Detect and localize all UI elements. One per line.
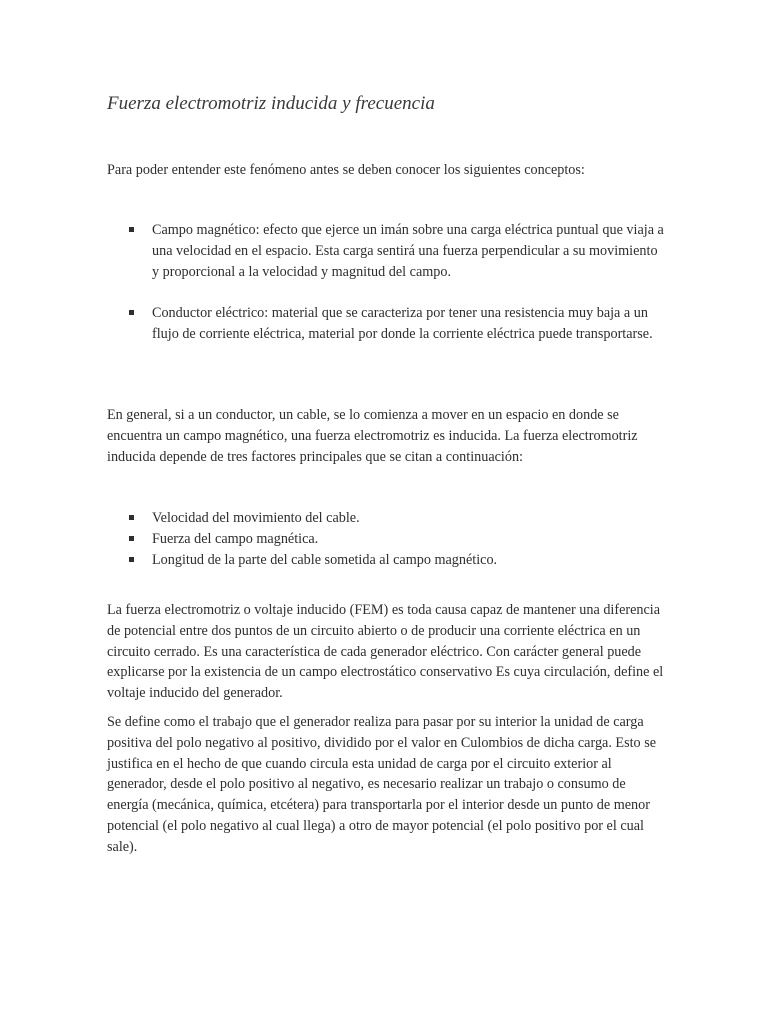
list-item: [107, 508, 667, 529]
square-bullet-icon: [129, 536, 134, 541]
fem-paragraph: La fuerza electromotriz o voltaje inducido (FEM) es toda causa capaz de mantener una diferencia de potencial entre dos puntos de un circuito abierto o de producir una corriente eléctrica en un circuito cerrado. Es una característica de cada generador eléctrico. Con carácter general puede explicarse por la existencia de un campo electrostático conservativo Es cuya circulación, define el voltaje inducido del generador.: [107, 602, 664, 702]
square-bullet-icon: [129, 557, 134, 562]
list-item: [107, 529, 667, 550]
list-item: [107, 303, 667, 345]
list-item: [107, 550, 667, 571]
list-item: [107, 220, 667, 282]
concept-text: Campo magnético: efecto que ejerce un imán sobre una carga eléctrica puntual que viaja a una velocidad en el espacio. Esta carga sentirá una fuerza perpendicular a su movimiento y proporcional a la velocidad y magnitud del campo.: [152, 222, 664, 280]
square-bullet-icon: [129, 515, 134, 520]
intro-paragraph: Para poder entender este fenómeno antes se deben conocer los siguientes conceptos:: [107, 162, 585, 178]
square-bullet-icon: [129, 227, 134, 232]
factor-text: Velocidad del movimiento del cable.: [152, 510, 360, 526]
definition-paragraph: Se define como el trabajo que el generador realiza para pasar por su interior la unidad de carga positiva del polo negativo al positivo, dividido por el valor en Culombios de dicha carga. Esto se justifica en el hecho de que cuando circula esta unidad de carga por el circuito exterior al generador, desde el polo positivo al negativo, es necesario realizar un trabajo o consumo de energía (mecánica, química, etcétera) para transportarla por el interior desde un punto de menor potencial (el polo negativo al cual llega) a otro de mayor potencial (el polo positivo por el cual sale).: [107, 714, 657, 855]
square-bullet-icon: [129, 310, 134, 315]
concept-text: Conductor eléctrico: material que se caracteriza por tener una resistencia muy baja a un flujo de corriente eléctrica, material por donde la corriente eléctrica puede transportarse.: [152, 305, 653, 343]
document-title: Fuerza electromotriz inducida y frecuencia: [107, 93, 435, 114]
concepts-list: [107, 220, 667, 345]
factor-text: Longitud de la parte del cable sometida al campo magnético.: [152, 551, 498, 568]
factors-list: [107, 508, 667, 570]
general-paragraph: En general, si a un conductor, un cable, se lo comienza a mover en un espacio en donde se encuentra un campo magnético, una fuerza electromotriz es inducida. La fuerza electromotriz inducida depende de tres factores principales que se citan a continuación:: [107, 407, 638, 465]
factor-text: Fuerza del campo magnética.: [152, 530, 319, 547]
